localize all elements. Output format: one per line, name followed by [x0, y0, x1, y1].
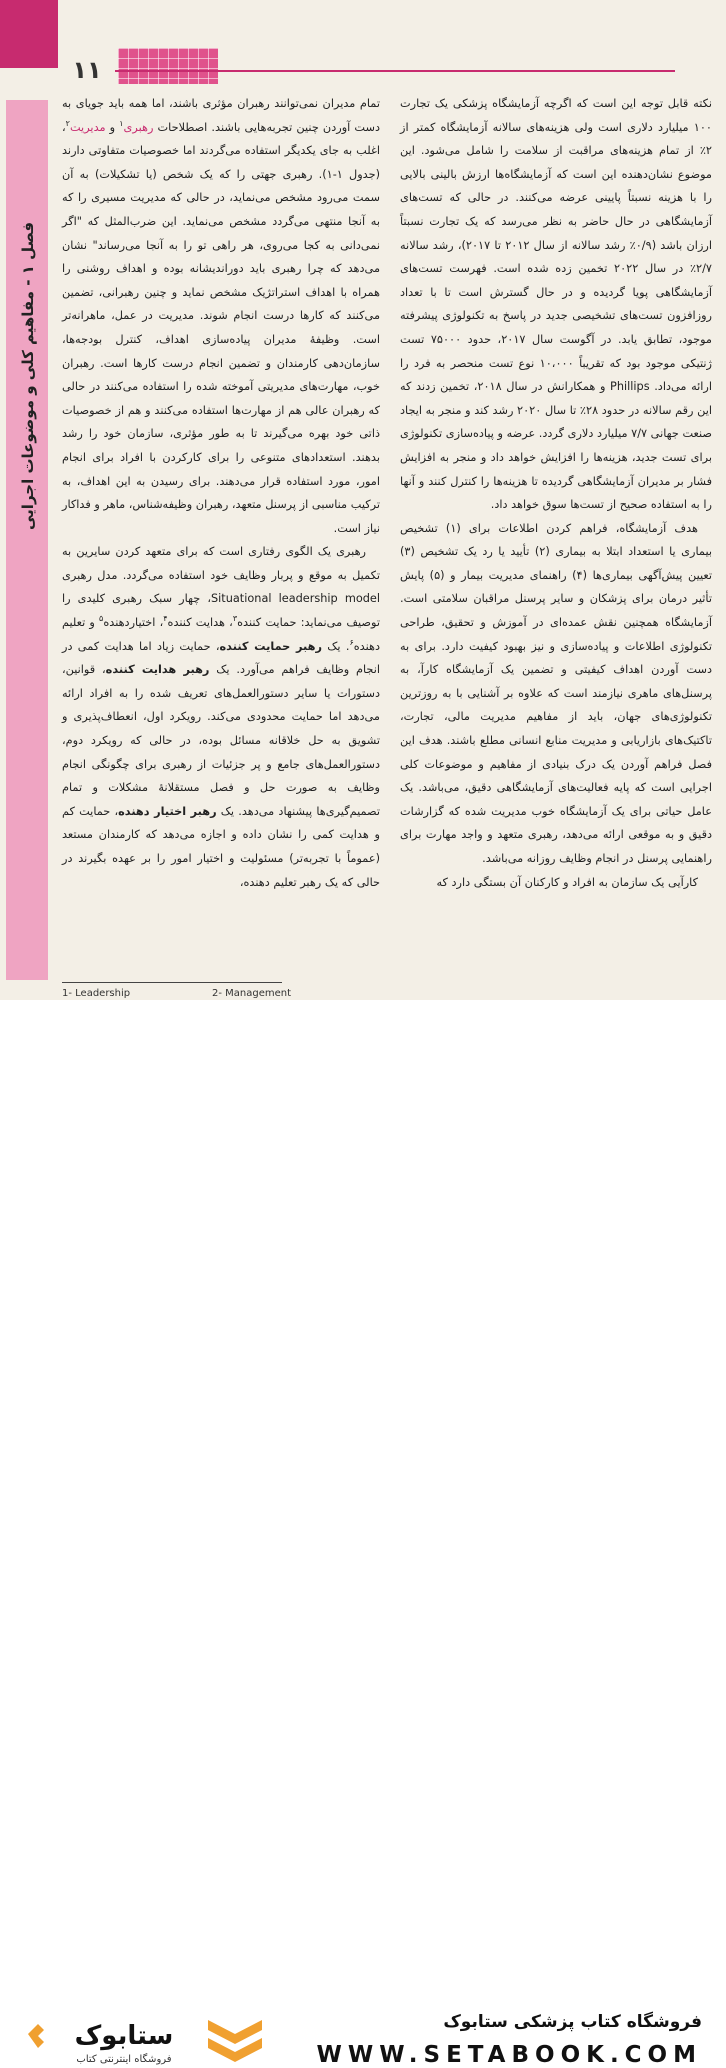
footnote-ref-6: ۶	[349, 637, 354, 647]
header-decoration	[118, 48, 218, 84]
setabook-logo	[24, 2012, 194, 2068]
left-paragraph-2	[62, 540, 380, 894]
text-run: و تعلیم دهنده	[62, 616, 380, 653]
store-url[interactable]: WWW.SETABOOK.COM	[316, 2042, 702, 2068]
footnote-ref-3: ۳	[232, 614, 238, 624]
term-supportive-leader: رهبر حمایت کننده	[219, 639, 322, 653]
left-paragraph-1	[62, 92, 380, 540]
logo-subtitle: فروشگاه اینترنتی کتاب	[76, 2054, 172, 2065]
footnotes	[62, 988, 380, 1000]
text-run: ، اختیاردهنده	[103, 616, 164, 630]
book-page	[0, 0, 726, 1000]
term-leadership: رهبری	[123, 120, 154, 134]
text-run: ، اغلب به جای یکدیگر استفاده می‌گردند اما خصوصیات متفاوتی دارند (جدول ۱-۱). رهبری جهتی را که یک شخص (یا تشکیلات) به آن سمت می‌رود مشخص می‌نماید، در حالی که مدیریت مسیری را که به آنجا منتهی می‌گردد مشخص می‌نماید. این ضرب‌المثل که "اگر نمی‌دانی به کجا می‌روی، هر راهی تو را به آنجا می‌رساند" نشان می‌دهد که چرا رهبری باید دوراندیشانه بوده و اهداف روشنی را همراه با اهداف استراتژیک مشخص نماید و چنین رهبرانی، تضمین می‌کنند که کارها درست انجام شوند. مدیریت در عمل، ماهرانه‌تر است. وظیفهٔ مدیران پیاده‌سازی اهداف، کنترل بودجه‌ها، سازمان‌دهی کارمندان و تضمین انجام درست کارها است. رهبران خوب، مهارت‌های مدیریتی آموخته شده را استفاده می‌کنند در حالی که رهبران عالی هم از مهارت‌ها استفاده می‌کنند و هم از خصوصیات ذاتی خود بهره می‌گیرند تا به طور مؤثری، سازمان خود را رشد بدهند. استعدادهای متنوعی را برای کارکردن با افراد برای انجام امور، مورد استفاده قرار می‌دهند. برای رسیدن به این اهداف، به ترکیب مناسبی از پرسنل متعهد، رهبران وظیفه‌شناس، ماهر و فداکار نیاز است.	[62, 120, 380, 535]
text-run: رهبری یک الگوی رفتاری است که برای متعهد کردن سایرین به تکمیل به موقع و پربار وظایف خود استفاده می‌گردد. مدل رهبری Situational leadership model، چهار سبک رهبری کلیدی را توصیف می‌نماید: حمایت کننده	[62, 545, 381, 630]
text-run: ، حمایت زیاد اما هدایت کمی در انجام وظایف فراهم می‌آورد. یک	[62, 639, 381, 677]
footnote-rule	[62, 982, 282, 983]
term-directive-leader: رهبر هدایت کننده	[105, 663, 210, 677]
chapter-title: فصل ۱ - مفاهیم کلی و موضوعات اجرایی	[19, 221, 37, 530]
footnote-ref-2: ۲	[65, 118, 70, 128]
logo-arrows-icon	[200, 2016, 270, 2068]
right-paragraph-2: هدف آزمایشگاه، فراهم کردن اطلاعات برای (۱) تشخیص بیماری یا استعداد ابتلا به بیماری (۲) تأیید یا رد یک تشخیص (۳) تعیین پیش‌آگهی بیماری‌ها (۴) راهنمای مدیریت بیمار و (۵) پایش تأثیر درمان برای پزشکان و سایر پرسنل مراقبان سلامتی است. آزمایشگاه همچنین نقش عمده‌ای در آموزش و تحقیق، طراحی تکنولوژی اطلاعات و پیاده‌سازی و نیز بهبود کیفیت دارد. برای به دست آوردن اهداف کیفیتی و تضمین یک آزمایشگاه کارآ، به پرسنل‌های ماهری نیازمند است که علاوه بر آشنایی با به روزترین تکنولوژی‌های جهان، باید از مفاهیم مدیریت مالی، تجارت، تاکتیک‌های بازاریابی و مدیریت منابع انسانی مطلع باشند. هدف این فصل فراهم آوردن یک درک بنیادی از مفاهیم و موضوعات کلی اجرایی است که پایه فعالیت‌های آزمایشگاهی دقیق، می‌باشد. یک عامل حیاتی برای یک آزمایشگاه خوب مدیریت شده که گزارشات دقیق و به موقعی ارائه می‌دهد، رهبری متعهد و واجد مهارت برای راهنمایی پرسنل در انجام وظایف روزانه می‌باشد.	[400, 521, 713, 865]
text-run: ، هدایت کننده	[167, 616, 233, 630]
header-rule	[115, 70, 675, 72]
left-column	[62, 92, 380, 894]
page-corner-edge	[0, 62, 58, 68]
footnote-ref-5: ۵	[99, 614, 104, 624]
footnote-1: 1- Leadership	[62, 988, 131, 999]
text-run: و	[105, 120, 120, 134]
term-delegating-leader: رهبر اختیار دهنده	[118, 804, 217, 818]
logo-chevron-icon	[28, 2024, 44, 2048]
text-run: تمام مدیران نمی‌توانند رهبران مؤثری باشند، اما همه باید جویای به دست آوردن چنین تجربه‌هایی باشند. اصطلاحات	[62, 97, 380, 134]
text-run: ، حمایت کم و هدایت کمی را نشان داده و اجازه می‌دهد که کارمندان مستعد (عموماً با تجربه‌تر) مسئولیت و اختیار امور را بر عهده بگیرند در حالی که یک رهبر تعلیم دهنده،	[62, 804, 380, 889]
right-column	[400, 92, 712, 894]
term-management: مدیریت	[69, 120, 106, 134]
logo-text: ستابوک	[74, 2021, 174, 2051]
page-corner-tab	[0, 0, 58, 62]
store-banner	[0, 1000, 726, 2068]
page-number: ۱۱	[72, 56, 102, 84]
footnote-ref-1: ۱	[119, 118, 124, 128]
text-run: . یک	[321, 639, 350, 653]
right-paragraph-3: کارآیی یک سازمان به افراد و کارکنان آن بستگی دارد که	[436, 875, 698, 889]
text-run: ، قوانین، دستورات یا سایر دستورالعمل‌های تعریف شده را به افراد ارائه می‌دهد اما حمایت محدودی می‌کند. رویکرد اول، انعطاف‌پذیری و تشویق به حل خلاقانه مسائل بوده، در حالی که رویکرد دوم، دستورالعمل‌های جامع و پر جزئیات از رهبری برای چگونگی انجام وظایف به صورت حل و فصل مستقلانهٔ مشکلات و تمام تصمیم‌گیری‌ها پیشنهاد می‌دهد. یک	[62, 663, 380, 818]
footnote-ref-4: ۴	[163, 614, 168, 624]
footnote-2: 2- Management	[212, 988, 292, 999]
store-title: فروشگاه کتاب پزشکی ستابوک	[443, 2012, 702, 2032]
right-paragraph-1: نکته قابل توجه این است که اگرچه آزمایشگاه پزشکی یک تجارت ۱۰۰ میلیارد دلاری است ولی هزینه‌های سالانه آزمایشگاه کمتر از ۲٪ از تمام هزینه‌های مراقبت از سلامت را شامل می‌شود. این موضوع نشان‌دهنده این است که آزمایشگاه‌ها ارزش بالینی بالایی را با هزینه نسبتاً پایینی عرضه می‌کنند. در حالی که تست‌های آزمایشگاهی در حال حاضر به نظر می‌رسد که یک تجارت نسبتاً ارزان باشد (۰/۹٪ رشد سالانه از سال ۲۰۱۲ تا ۲۰۱۷)، رشد سالانه ۲/۷٪ در سال ۲۰۲۲ تخمین زده شده است. فهرست تست‌های آزمایشگاهی پویا گردیده و در حال گسترش است تا با تعداد روزافزون تست‌های تشخیصی جدید در پاسخ به تکنولوژی پیشرفته موجود، تطابق یابد. در آگوست سال ۲۰۱۷، حدود ۷۵۰۰۰ تست ژنتیکی موجود بود که تقریباً ۱۰،۰۰۰ نوع تست منحصر به فرد را ارائه می‌داد. Phillips و همکارانش در سال ۲۰۱۸، تخمین زدند که این رقم سالانه در حدود ۲۸٪ تا سال ۲۰۲۰ رشد کند و منجر به ایجاد صنعت جهانی ۷/۷ میلیارد دلاری گردد. عرضه و پیاده‌سازی تکنولوژی برای تست جدید، هزینه‌ها را افزایش خواهد داد و منجر به افزایش فشار بر مدیران آزمایشگاهی گردیده تا هزینه‌ها را کنترل کنند و آنها را به استفاده صحیح از تست‌ها سوق خواهد داد.	[399, 97, 713, 512]
